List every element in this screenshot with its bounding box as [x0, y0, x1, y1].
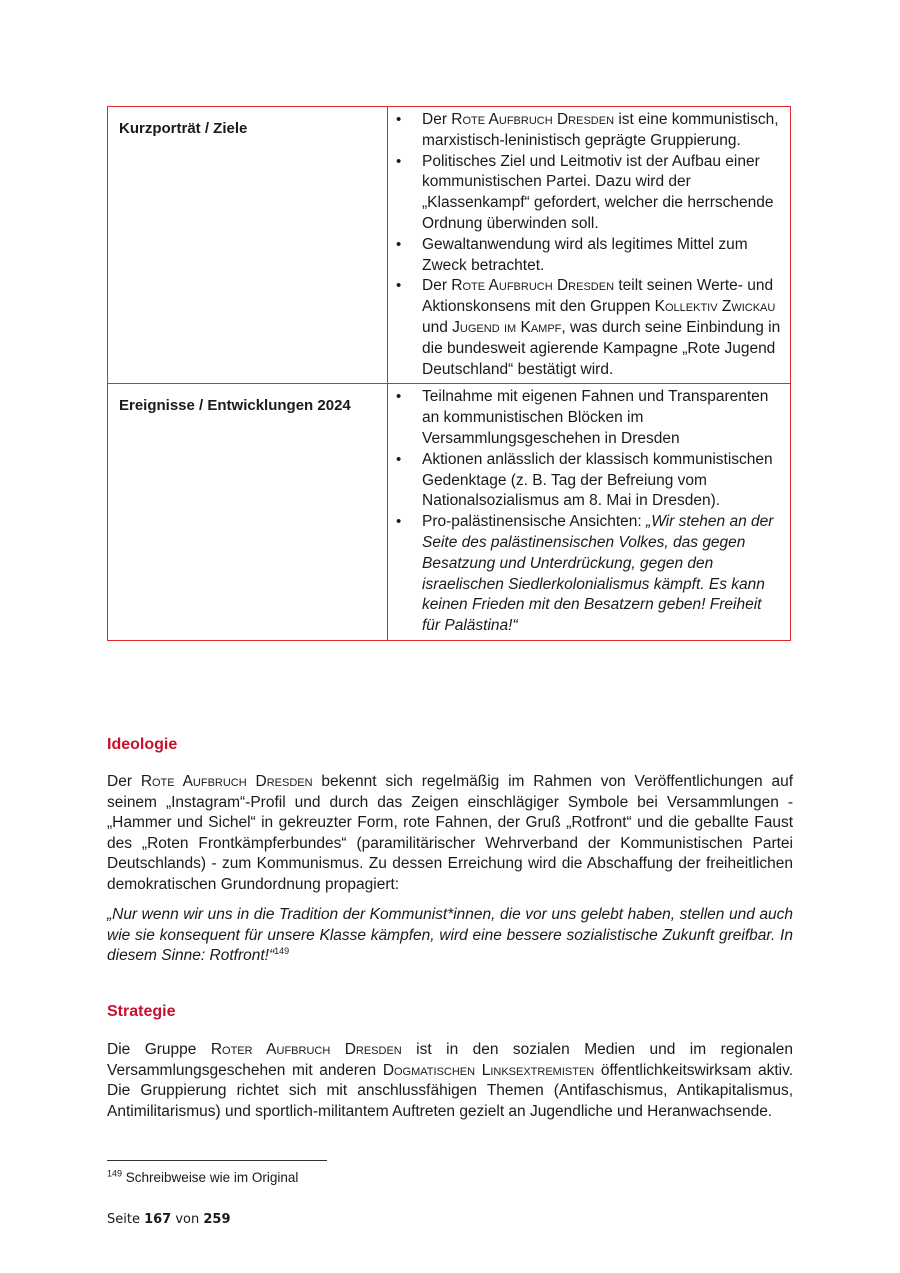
footnote: $^{149}$ Schreibweise wie im Original — [107, 1168, 299, 1185]
list-item: • Pro-palästinensische Ansichten: „Wir stehen an der Seite des palästinensischen Volkes, das gegen Besatzung und Unterdrückung, gegen den israelischen Siedlerkolonialismus kämpft. Es kann keinen Frieden mit den Besatzern geben! Freiheit für Palästina!“ — [388, 512, 782, 637]
row-label-ereignisse: Ereignisse / Entwicklungen 2024 — [119, 397, 351, 415]
bullet-list — [388, 107, 790, 383]
footnote-ref: 149 — [274, 946, 290, 957]
list-item: • Der Rote Aufbruch Dresden ist eine kommunistisch, marxistisch-leninistisch geprägte Gruppierung. — [388, 110, 782, 152]
strategie-paragraph: Die Gruppe Roter Aufbruch Dresden ist in den sozialen Medien und im regionalen Versammlungsgeschehen mit anderen Dogmatischen Linksextremisten öffentlichkeitswirksam aktiv. Die Gruppierung richtet sich mit anschlussfähigen Themen (Antifaschismus, Antikapitalismus, Antimilitarismus) und sportlich-militantem Auftreten gezielt an Jugendliche und Heranwachsende. — [107, 1041, 793, 1120]
section-heading-strategie: Strategie — [107, 1003, 176, 1020]
footnote-divider — [107, 1160, 327, 1161]
table-row — [108, 107, 791, 384]
list-item: • Der Rote Aufbruch Dresden teilt seinen Werte- und Aktionskonsens mit den Gruppen Kollektiv Zwickau und Jugend im Kampf, was durch seine Einbindung in die bundesweit agierende Kampagne „Rote Jugend Deutschland“ bestätigt wird. — [388, 276, 782, 380]
content-cell — [388, 384, 791, 641]
page-number: Seite 167 von 259 — [107, 1212, 231, 1227]
bullet-list — [388, 384, 790, 640]
list-item: • Politisches Ziel und Leitmotiv ist der Aufbau einer kommunistischen Partei. Dazu wird der „Klassenkampf“ gefordert, welcher die herrschende Ordnung überwinden soll. — [388, 152, 782, 235]
label-cell — [108, 384, 388, 641]
table-row — [108, 384, 791, 641]
list-item: • Gewaltanwendung wird als legitimes Mittel zum Zweck betrachtet. — [388, 235, 782, 277]
label-cell — [108, 107, 388, 384]
list-item: • Aktionen anlässlich der klassisch kommunistischen Gedenktage (z. B. Tag der Befreiung vom Nationalsozialismus am 8. Mai in Dresden). — [388, 450, 782, 512]
ideologie-quote: „Nur wenn wir uns in die Tradition der Kommunist*innen, die vor uns gelebt haben, stellen und auch wie sie konsequent für unsere Klasse kämpfen, wird eine bessere sozialistische Zukunft greifbar. In diesem Sinne: Rotfront!“$^{149}$ — [107, 906, 793, 965]
profile-table — [107, 106, 791, 641]
ideologie-paragraph: Der Rote Aufbruch Dresden bekennt sich regelmäßig im Rahmen von Veröffentlichungen auf seinem „Instagram“-Profil und durch das Zeigen einschlägiger Symbole bei Versammlungen - „Hammer und Sichel“ in gekreuzter Form, rote Fahnen, der Gruß „Rotfront“ und die geballte Faust des „Roten Frontkämpferbundes“ (paramilitärischer Wehrverband der Kommunistischen Partei Deutschlands) - zum Kommunismus. Zu dessen Erreichung wird die Abschaffung der freiheitlichen demokratischen Grundordnung propagiert: — [107, 773, 793, 893]
section-heading-ideologie: Ideologie — [107, 736, 178, 753]
row-label-kurzportraet: Kurzporträt / Ziele — [119, 120, 248, 137]
content-cell — [388, 107, 791, 384]
list-item: • Teilnahme mit eigenen Fahnen und Transparenten an kommunistischen Blöcken im Versammlungsgeschehen in Dresden — [388, 387, 782, 449]
